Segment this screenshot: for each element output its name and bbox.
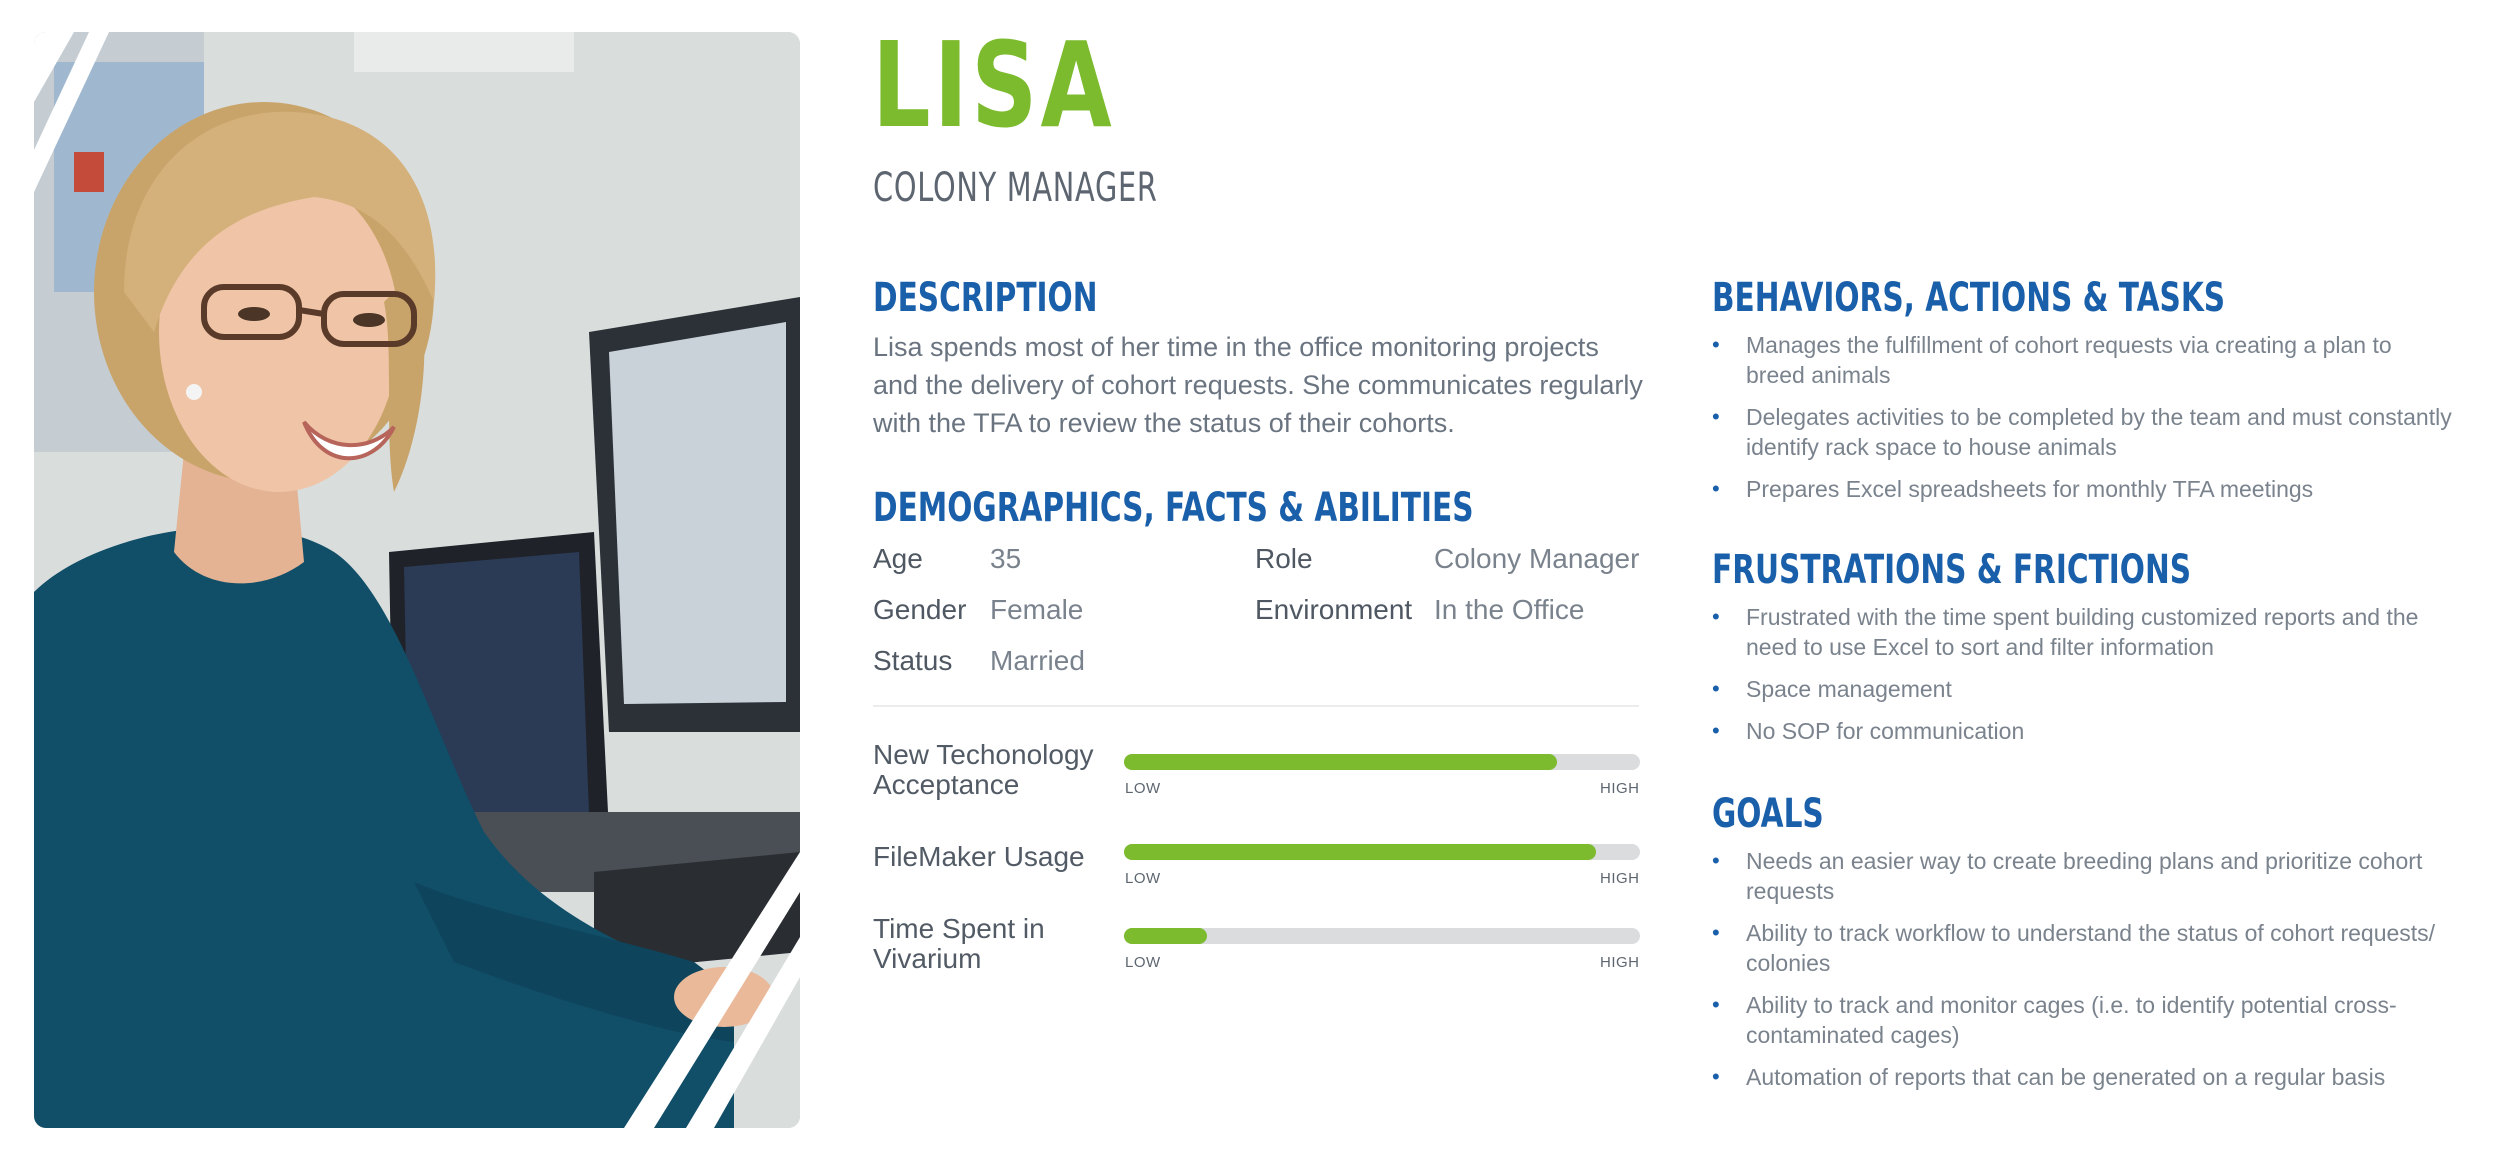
- list-item: • Ability to track and monitor cages (i.e. to identify potential cross-contaminated cages): [1712, 990, 2452, 1050]
- bar-label-filemaker-usage-line1: FileMaker Usage: [873, 841, 1085, 872]
- bar-label-time-in-vivarium: [873, 914, 1045, 974]
- demo-age-value: 35: [990, 543, 1022, 574]
- bar-track-time-in-vivarium: [1124, 928, 1640, 944]
- persona-name: LISA: [872, 16, 1115, 154]
- list-item: • Delegates activities to be completed by the team and must constantly identify rack space to house animals: [1712, 402, 2452, 462]
- bar-label-time-in-vivarium-line1: Time Spent in: [873, 913, 1045, 944]
- bar-label-filemaker-usage: [873, 842, 1085, 872]
- list-item: • Automation of reports that can be generated on a regular basis: [1712, 1062, 2452, 1092]
- demo-age-label: Age: [873, 543, 923, 574]
- demo-status: [873, 647, 952, 675]
- demo-role-label: Role: [1255, 543, 1313, 574]
- persona-photo-illustration: [34, 32, 800, 1128]
- bar-label-time-in-vivarium-line2: Vivarium: [873, 943, 982, 974]
- list-item: • Prepares Excel spreadsheets for monthly TFA meetings: [1712, 474, 2452, 504]
- persona-photo: [34, 32, 800, 1128]
- bar-label-tech-acceptance: [873, 740, 1094, 800]
- demo-role: [1255, 545, 1313, 573]
- goals-heading: GOALS: [1712, 791, 1824, 837]
- bar-fill-filemaker-usage: [1124, 844, 1596, 860]
- description-heading: DESCRIPTION: [873, 275, 1098, 321]
- demo-status-value: Married: [990, 645, 1085, 676]
- demo-environment-value: In the Office: [1434, 594, 1585, 625]
- bar-track-tech-acceptance: [1124, 754, 1640, 770]
- list-item: • No SOP for communication: [1712, 716, 2452, 746]
- description-text: Lisa spends most of her time in the office monitoring projects and the delivery of cohort requests. She communicates regularly with the TFA to review the status of their cohorts.: [873, 332, 1643, 438]
- frustrations-heading: FRUSTRATIONS & FRICTIONS: [1712, 547, 2192, 593]
- bar-low-label: LOW: [1125, 870, 1161, 887]
- list-item: • Frustrated with the time spent building customized reports and the need to use Excel to sort and filter information: [1712, 602, 2452, 662]
- demo-gender-value: Female: [990, 594, 1084, 625]
- demographics-heading: DEMOGRAPHICS, FACTS & ABILITIES: [873, 485, 1474, 531]
- list-item: • Needs an easier way to create breeding plans and prioritize cohort requests: [1712, 846, 2452, 906]
- bar-track-filemaker-usage: [1124, 844, 1640, 860]
- demo-status-label: Status: [873, 645, 953, 676]
- list-item: • Space management: [1712, 674, 2452, 704]
- demo-age: [873, 545, 923, 573]
- bar-high-label: HIGH: [1600, 954, 1640, 971]
- list-item: • Ability to track workflow to understand the status of cohort requests/ colonies: [1712, 918, 2452, 978]
- demo-role-value: Colony Manager: [1434, 543, 1640, 574]
- persona-role-title: COLONY MANAGER: [873, 165, 1158, 211]
- goals-list: [1712, 846, 2452, 1104]
- bar-label-tech-acceptance-line2: Acceptance: [873, 769, 1020, 800]
- behaviors-heading: BEHAVIORS, ACTIONS & TASKS: [1712, 275, 2226, 321]
- demo-environment: [1255, 596, 1412, 624]
- bar-fill-tech-acceptance: [1124, 754, 1557, 770]
- bar-low-label: LOW: [1125, 780, 1161, 797]
- bar-fill-time-in-vivarium: [1124, 928, 1207, 944]
- list-item: • Manages the fulfillment of cohort requests via creating a plan to breed animals: [1712, 330, 2452, 390]
- bar-high-label: HIGH: [1600, 780, 1640, 797]
- bar-high-label: HIGH: [1600, 870, 1640, 887]
- behaviors-list: [1712, 330, 2452, 516]
- demo-gender: [873, 596, 966, 624]
- bar-label-tech-acceptance-line1: New Techonology: [873, 739, 1094, 770]
- bar-low-label: LOW: [1125, 954, 1161, 971]
- demo-environment-label: Environment: [1255, 594, 1413, 625]
- demo-gender-label: Gender: [873, 594, 967, 625]
- frustrations-list: [1712, 602, 2452, 758]
- demographics-divider: [873, 705, 1639, 707]
